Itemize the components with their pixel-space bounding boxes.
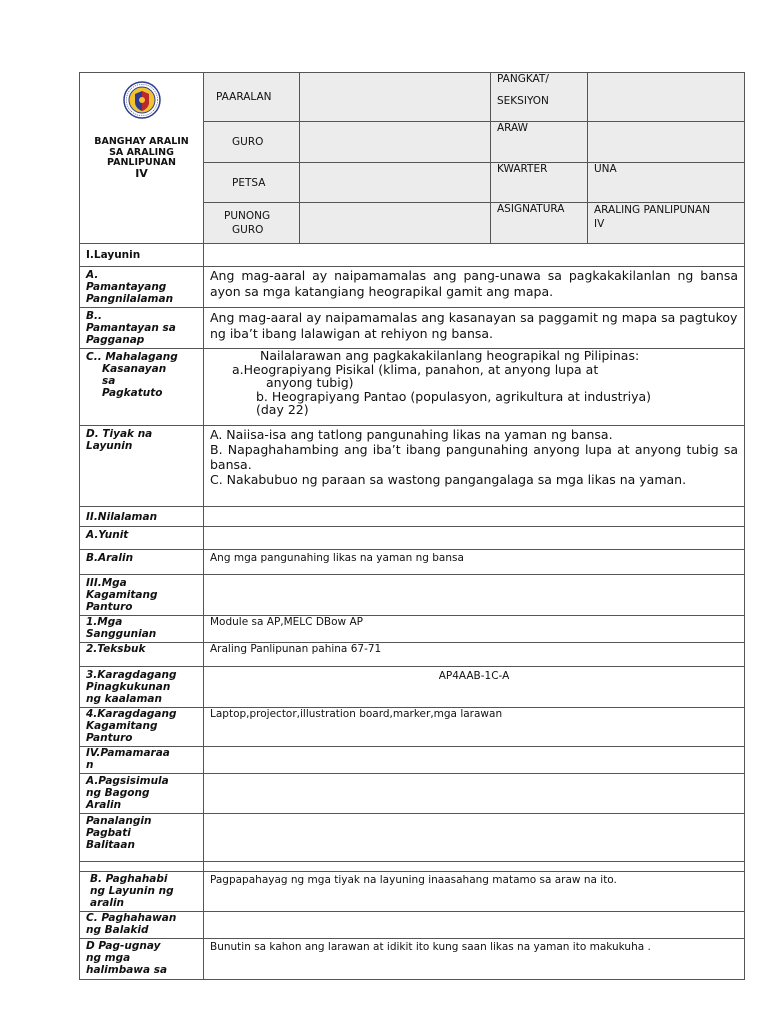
pamamaraan-label: IV.Pamamaraa n [86,747,170,771]
pag-ugnay-text: Bunutin sa kahon ang larawan at idikit ito kung saan likas na yaman ito makukuha . [210,941,651,953]
school-block [80,73,204,244]
nilalaman-field[interactable] [204,507,745,527]
punong-guro-label: PUNONG GURO [224,210,271,236]
deped-seal-icon [123,81,161,119]
aralin-label: B.Aralin [86,552,134,564]
layunin-label: I.Layunin [86,249,141,261]
punong-guro-field[interactable] [300,203,491,244]
sanggunian-text: Module sa AP,MELC DBow AP [210,616,363,628]
sanggunian-label: 1.Mga Sanggunian [86,616,157,640]
kwarter-label: KWARTER [497,163,548,175]
title-line-1: BANGHAY ARALIN [94,136,189,147]
teksbuk-text: Araling Panlipunan pahina 67-71 [210,643,382,655]
tiyak-na-layunin-label: D. Tiyak na Layunin [86,428,153,452]
title-line-2: SA ARALING [109,146,174,158]
title-line-3: PANLIPUNAN [107,157,176,168]
pamamaraan-field[interactable] [204,747,745,774]
karagdagang-kagamitang-text: Laptop,projector,illustration board,marker,mga larawan [210,708,503,720]
paaralan-field[interactable] [300,73,491,122]
asignatura-value: ARALING PANLIPUNAN IV [594,204,711,230]
spacer-cell [80,862,204,872]
mahalagang-kasanayan-label: C.. Mahalagang Kasanayan sa Pagkatuto [86,351,178,399]
karagdagang-kagamitang-label: 4.Karagdagang Kagamitang Panturo [86,708,177,744]
aralin-text: Ang mga pangunahing likas na yaman ng bansa [210,552,464,564]
lesson-plan-page [79,72,744,980]
header-table [79,72,745,244]
pag-ugnay-label: D Pag-ugnay ng mga halimbawa sa [86,940,168,976]
guro-field[interactable] [300,122,491,163]
karagdagang-pinagkukunan-text: AP4AAB-1C-A [438,670,510,682]
kagamitang-panturo-label: III.Mga Kagamitang Panturo [86,577,158,613]
pamantayan-sa-pagganap-text: Ang mag-aaral ay naipamamalas ang kasanayan sa paggamit ng mapa sa pagtukoy ng iba’t ibang lalawigan at rehiyon ng bansa. [210,310,738,341]
yunit-label: A.Yunit [86,529,129,541]
kagamitang-panturo-field[interactable] [204,575,745,616]
paghahabi-text: Pagpapahayag ng mga tiyak na layuning inaasahang matamo sa araw na ito. [210,874,617,886]
araw-label: ARAW [497,122,529,134]
layunin-field[interactable] [204,244,745,267]
paaralan-label: PAARALAN [216,91,272,103]
body-table [79,243,745,980]
araw-field[interactable] [588,122,745,163]
teksbuk-label: 2.Teksbuk [86,643,146,655]
pamantayan-sa-pagganap-label: B.. Pamantayan sa Pagganap [86,310,176,346]
paghahabi-label: B. Paghahabi ng Layunin ng aralin [90,873,174,909]
paghahawan-label: C. Paghahawan ng Balakid [86,912,177,936]
petsa-field[interactable] [300,163,491,203]
grade-level: IV [135,166,148,180]
tiyak-na-layunin-text: A. Naiisa-isa ang tatlong pangunahing likas na yaman ng bansa. B. Napaghahambing ang iba’t ibang pangunahing anyong lupa at anyong tubig sa bansa. C. Nakabubuo ng paraan sa wastong pangangalaga sa mga likas na yaman. [210,427,738,487]
yunit-field[interactable] [204,527,745,550]
spacer-field [204,862,745,872]
pangkat-label: PANGKAT/ SEKSIYON [497,73,549,107]
nilalaman-label: II.Nilalaman [86,511,158,523]
petsa-label: PETSA [232,176,266,189]
pagsisimula-label: A.Pagsisimula ng Bagong Aralin [86,775,169,811]
mahalagang-kasanayan-text: Nailalarawan ang pagkakakilanlang heograpikal ng Pilipinas: a.Heograpiyang Pisikal (klima, panahon, at anyong lupa at anyong tubig) b. Heograpiyang Pantao (populasyon, agrikultura at industriya) (day 22) [232,348,652,418]
pangkat-field[interactable] [588,73,745,122]
karagdagang-pinagkukunan-label: 3.Karagdagang Pinagkukunan ng kaalaman [86,669,177,705]
pamantayang-pangnilalaman-text: Ang mag-aaral ay naipamamalas ang pang-unawa sa pagkakakilanlan ng bansa ayon sa mga katangiang heograpikal gamit ang mapa. [210,268,738,299]
guro-label: GURO [232,136,264,148]
pagsisimula-field[interactable] [204,774,745,814]
pamantayang-pangnilalaman-label: A. Pamantayang Pangnilalaman [86,269,174,305]
asignatura-label: ASIGNATURA [497,203,565,215]
paghahawan-field[interactable] [204,912,745,939]
panalangin-field[interactable] [204,814,745,862]
panalangin-label: Panalangin Pagbati Balitaan [86,815,152,851]
kwarter-value: UNA [594,163,617,175]
